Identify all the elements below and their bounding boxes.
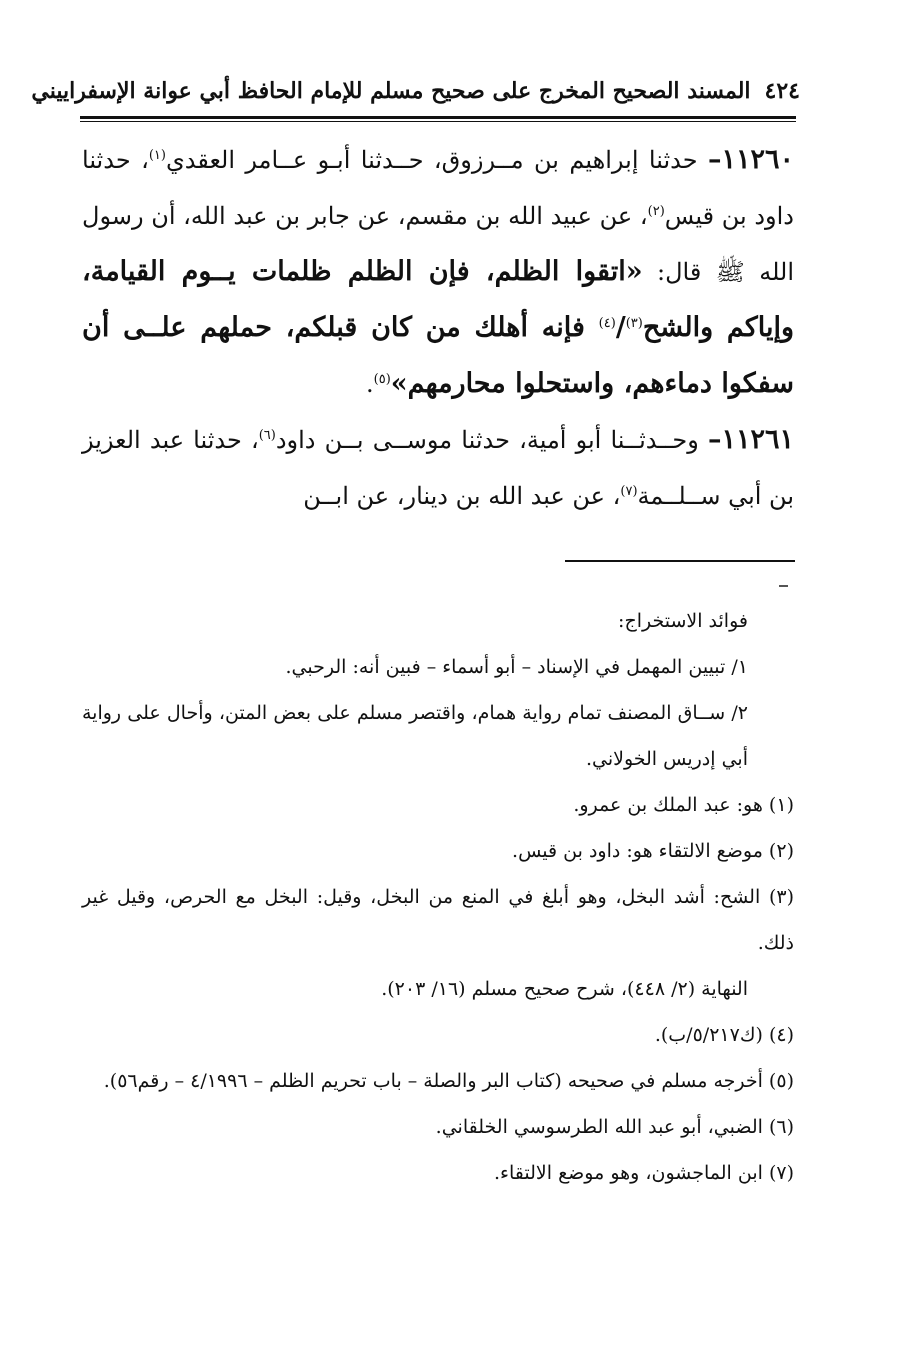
footnote-reference: النهاية (٢/ ٤٤٨)، شرح صحيح مسلم (١٦/ ٢٠٣). <box>381 978 748 1000</box>
benefit-item: ١/ تبيين المهمل في الإسناد – أبو أسماء – فبين أنه: الرحبي. <box>285 656 748 678</box>
slash: / <box>615 312 626 343</box>
hadith-text: ، حدثنا داود بن قيس <box>82 146 794 230</box>
footnote-ref[interactable]: (١) <box>148 148 166 163</box>
hadith-11260 <box>82 132 794 412</box>
main-text <box>82 132 794 524</box>
footnote-item: (٢) موضع الالتقاء هو: داود بن قيس. <box>512 840 794 862</box>
footnote-item: (٣) الشح: أشد البخل، وهو أبلغ في المنع من البخل، وقيل: البخل مع الحرص، وقيل غير ذلك. <box>82 886 794 954</box>
hadith-text: ، عن عبيد الله بن مقسم، عن جابر بن عبد الله، أن رسول الله ﷺ قال: <box>82 202 794 286</box>
prophet-quote: «اتقوا الظلم، فإن الظلم ظلمات يــوم القيامة، وإياكم والشح <box>82 256 794 343</box>
prophet-quote: فإنه أهلك من كان قبلكم، حملهم علــى أن سفكوا دماءهم، واستحلوا محارمهم» <box>82 312 794 399</box>
footnote-item: (٤) (ك٥/٢١٧/ب). <box>654 1024 794 1046</box>
footnote-item: (٦) الضبي، أبو عبد الله الطرسوسي الخلقاني. <box>435 1116 794 1138</box>
footnote-mark <box>779 585 788 587</box>
footnote-item: (١) هو: عبد الملك بن عمرو. <box>573 794 794 816</box>
hadith-text: حدثنا إبراهيم بن مــرزوق، حــدثنا أبـو عــامر العقدي <box>165 146 708 174</box>
header-rule <box>80 116 796 119</box>
footnote-ref[interactable]: (٦) <box>258 428 276 443</box>
page-header <box>31 68 800 114</box>
footnote-ref[interactable]: (٤) <box>598 316 616 331</box>
header-rule-thin <box>80 121 796 122</box>
hadith-text: ، حدثنا عبد العزيز بن أبي ســلــمة <box>82 426 794 510</box>
footnote-ref[interactable]: (٢) <box>647 204 665 219</box>
footnote-separator <box>565 560 795 562</box>
footnote-item: (٥) أخرجه مسلم في صحيحه (كتاب البر والصلة – باب تحريم الظلم – ٤/١٩٩٦ – رقم٥٦). <box>103 1070 794 1092</box>
hadith-number: ١١٢٦١– <box>707 424 794 455</box>
hadith-number: ١١٢٦٠– <box>707 144 794 175</box>
running-title: المسند الصحيح المخرج على صحيح مسلم للإمام الحافظ أبي عوانة الإسفراييني <box>31 78 751 104</box>
benefits-title: فوائد الاستخراج: <box>618 610 748 632</box>
page-number: ٤٢٤ <box>764 78 800 104</box>
hadith-text: ، عن عبد الله بن دينار، عن ابــن <box>303 482 621 510</box>
footnote-ref[interactable]: (٥) <box>373 372 391 387</box>
footnote-ref[interactable]: (٧) <box>620 484 638 499</box>
hadith-end: . <box>366 370 374 398</box>
hadith-11261 <box>82 412 794 524</box>
footnote-ref[interactable]: (٣) <box>625 316 643 331</box>
footnotes <box>82 598 794 1196</box>
benefit-item: ٢/ ســاق المصنف تمام رواية همام، واقتصر مسلم على بعض المتن، وأحال على رواية أبي إدريس الخولاني. <box>82 702 748 770</box>
footnote-item: (٧) ابن الماجشون، وهو موضع الالتقاء. <box>494 1162 794 1184</box>
hadith-text: وحــدثــنا أبو أمية، حدثنا موســى بــن داود <box>275 426 708 454</box>
